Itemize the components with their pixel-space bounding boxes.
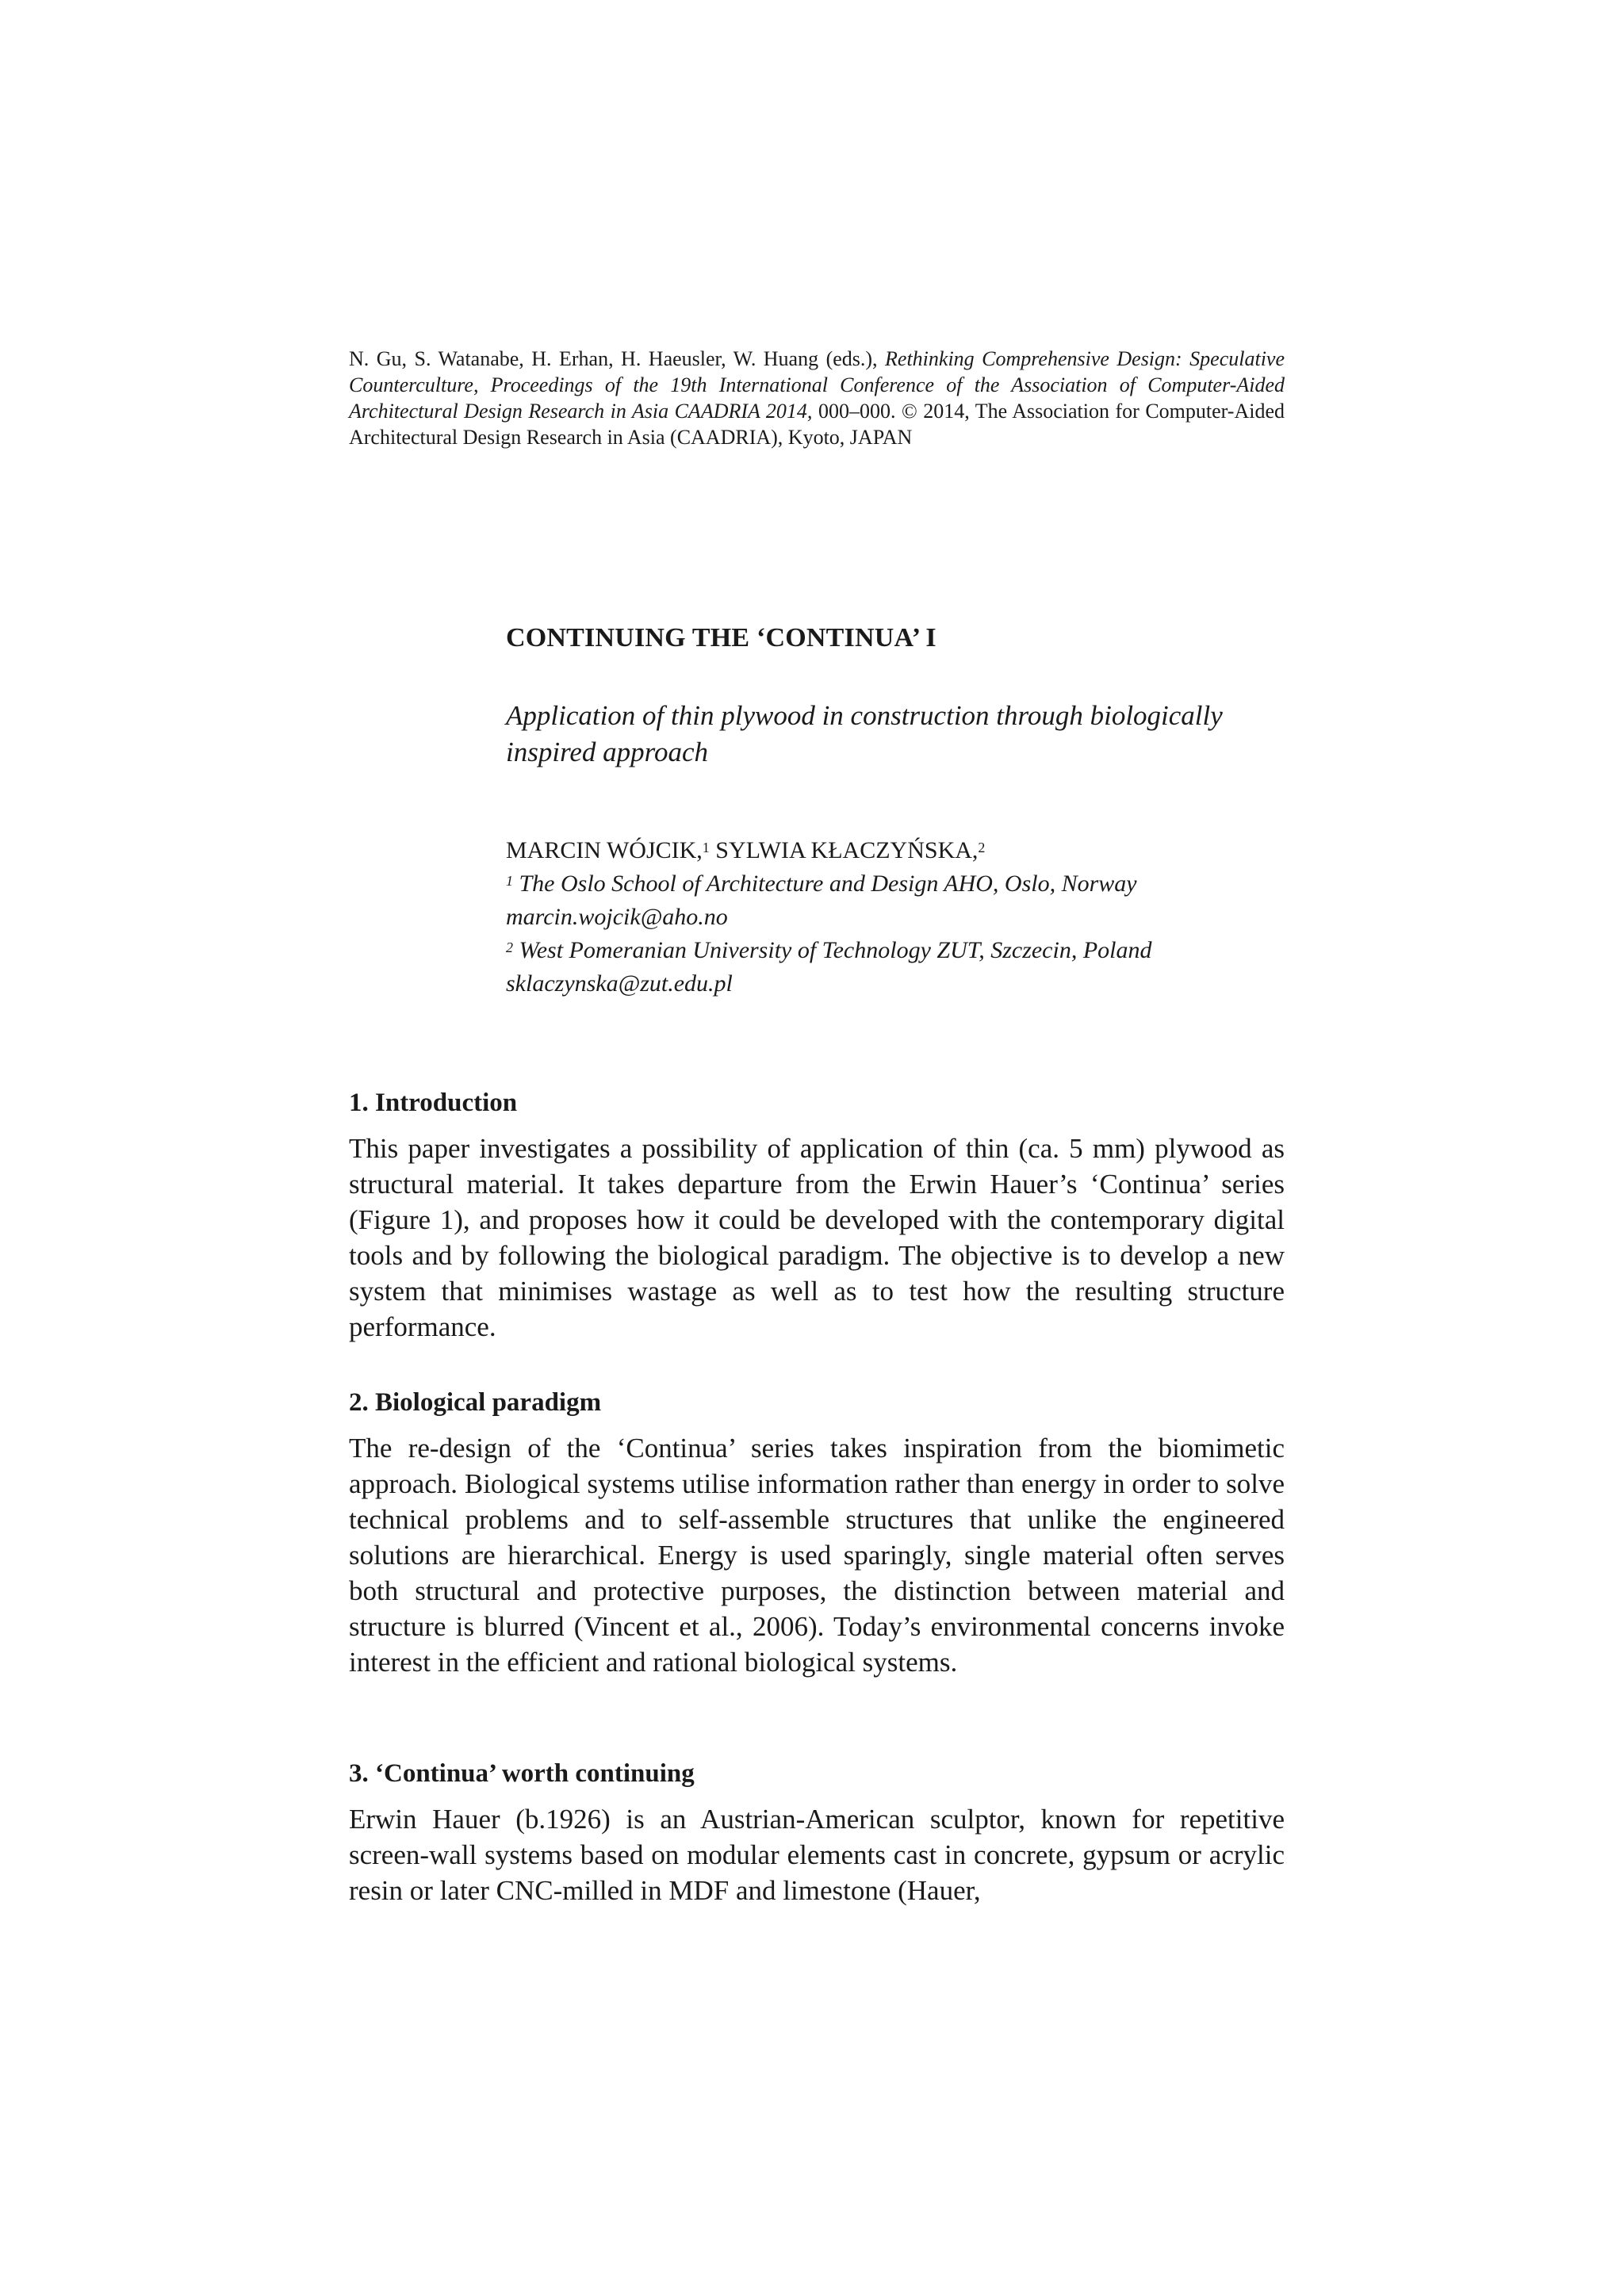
section-heading: 1. Introduction — [349, 1089, 518, 1117]
affiliation-2-sup: 2 — [506, 939, 513, 955]
author-2-sup: 2 — [978, 840, 986, 855]
section-body: This paper investigates a possibility of application of thin (ca. 5 mm) plywood as structural material. It takes departure from the Erwin Hauer’s ‘Continua’ series (Figure 1), and proposes how it could be developed with the contemporary digital tools and by following the biological paradigm. The objective is to develop a new system that minimises wastage as well as to test how the resulting structure performance. — [349, 1133, 1285, 1342]
author-2: SYLWIA KŁACZYŃSKA, — [709, 837, 979, 863]
citation-editors: N. Gu, S. Watanabe, H. Erhan, H. Haeusler, W. Huang (eds.), — [349, 347, 886, 370]
author-1: MARCIN WÓJCIK, — [506, 837, 703, 863]
affiliation-1-text: The Oslo School of Architecture and Design AHO, Oslo, Norway — [513, 871, 1137, 897]
affiliation-2-text: West Pomeranian University of Technology ZUT, Szczecin, Poland — [513, 937, 1152, 963]
affiliation-1 — [506, 867, 1285, 901]
section-biological-paradigm — [349, 1386, 1285, 1680]
section-heading: 2. Biological paradigm — [349, 1388, 602, 1417]
section-heading: 3. ‘Continua’ worth continuing — [349, 1759, 695, 1788]
affiliation-1-email: marcin.wojcik@aho.no — [506, 904, 728, 930]
affiliation-2-email: sklaczynska@zut.edu.pl — [506, 970, 733, 997]
header-citation — [349, 346, 1285, 450]
affiliation-2 — [506, 934, 1285, 967]
section-continua-worth-continuing — [349, 1757, 1285, 1908]
section-body: The re-design of the ‘Continua’ series takes inspiration from the biomimetic approach. Biological systems utilise information rather than energy in order to solve technical problems and to self-assemble structures that unlike the engineered solutions are hierarchical. Energy is used sparingly, single material often serves both structural and protective purposes, the distinction between material and structure is blurred (Vincent et al., 2006). Today’s environmental concerns invoke interest in the efficient and rational biological systems. — [349, 1433, 1285, 1678]
paper-subtitle: Application of thin plywood in construction through biologically inspired approach — [506, 700, 1223, 767]
citation-proceedings: Rethinking Comprehensive Design: Speculative Counterculture, Proceedings of the 19th International Conference of the Association of Computer-Aided Architectural Design Research in Asia CAADRIA 2014, — [349, 347, 1285, 423]
citation-copyright: 000–000. © 2014, The Association for Computer-Aided Architectural Design Research in Asia (CAADRIA), Kyoto, JAPAN — [349, 400, 1285, 449]
section-introduction — [349, 1086, 1285, 1345]
paper-title: CONTINUING THE ‘CONTINUA’ I — [506, 623, 936, 652]
affiliation-1-sup: 1 — [506, 873, 513, 889]
author-1-sup: 1 — [702, 840, 710, 855]
section-body: Erwin Hauer (b.1926) is an Austrian-American sculptor, known for repetitive screen-wall systems based on modular elements cast in concrete, gypsum or acrylic resin or later CNC-milled in MDF and limestone (Hauer, — [349, 1804, 1285, 1906]
author-names — [506, 834, 1285, 867]
author-block — [506, 834, 1285, 1001]
